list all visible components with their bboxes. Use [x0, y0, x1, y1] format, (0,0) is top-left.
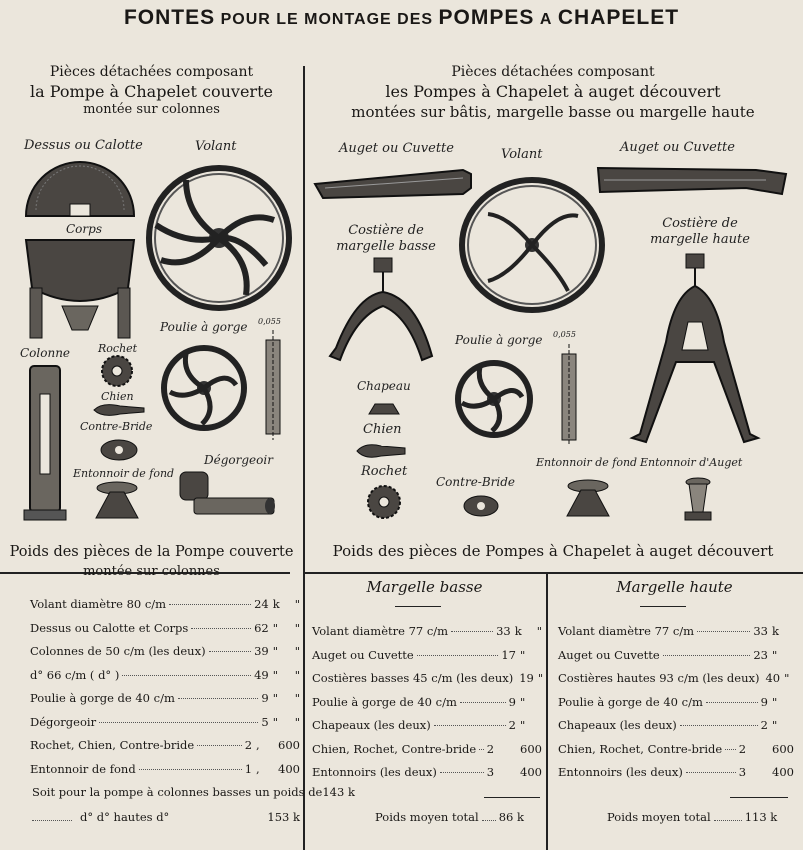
- leader-dots: [209, 651, 252, 652]
- weight-label: Chapeaux (les deux): [558, 718, 677, 732]
- dimension-label: 0,055: [258, 317, 281, 326]
- poulie-illustration: [162, 340, 248, 436]
- weight-unit: ": [537, 671, 544, 685]
- weight-value: 2: [738, 741, 747, 756]
- chien-illustration: [355, 442, 407, 460]
- corps-illustration: [22, 236, 138, 340]
- title-part: POUR LE MONTAGE DES: [220, 11, 434, 28]
- title-part: POMPES: [438, 6, 535, 29]
- leader-dots: [191, 628, 251, 629]
- sum-value: 143 k: [322, 785, 355, 799]
- weight-value: 23: [753, 647, 768, 662]
- section-divider: [303, 572, 803, 574]
- label-chien: Chien: [101, 390, 134, 403]
- total-value: 86 k: [498, 810, 524, 824]
- leader-dots: [122, 675, 251, 676]
- entonnoir-auget-illustration: [681, 476, 715, 524]
- weight-tail: ": [294, 714, 300, 729]
- title-part: CHAPELET: [557, 6, 680, 29]
- leader-dots: [434, 725, 506, 726]
- left-weights-title: [0, 542, 303, 582]
- weight-unit: ,: [256, 761, 260, 776]
- weight-row: [558, 695, 794, 711]
- weights-title-line: montée sur colonnes: [83, 564, 220, 579]
- poulie-section-illustration: [556, 344, 582, 444]
- degorgeoir-illustration: [176, 470, 276, 520]
- leader-dots: [99, 722, 258, 723]
- chien-illustration: [92, 402, 146, 418]
- weight-unit: ": [272, 714, 278, 729]
- label-degorgeoir: Dégorgeoir: [204, 453, 273, 467]
- weight-value: 17: [501, 647, 516, 662]
- weight-row: [30, 597, 300, 613]
- weight-value: 9: [261, 691, 269, 705]
- heading-line: montées sur bâtis, margelle basse ou margelle haute: [351, 103, 755, 121]
- weight-unit: ": [784, 671, 790, 685]
- label-costiere-haute: [640, 216, 760, 248]
- leader-dots: [706, 702, 758, 703]
- divider: [395, 606, 441, 607]
- label-costiere-basse: [330, 223, 442, 255]
- leader-dots: [440, 772, 484, 773]
- costiere-haute-illustration: [630, 252, 760, 452]
- leader-dots: [451, 631, 493, 632]
- weight-row: [312, 765, 542, 781]
- label-auget-1: Auget ou Cuvette: [339, 141, 454, 156]
- divider: [730, 797, 788, 798]
- weight-unit: ": [520, 718, 526, 732]
- weight-row: [558, 624, 794, 640]
- weight-tail: ": [294, 597, 300, 611]
- weight-label: Poulie à gorge de 40 c/m: [30, 691, 175, 705]
- weight-label: Chien, Rochet, Contre-bride: [558, 741, 723, 756]
- contre-bride-illustration: [462, 494, 500, 518]
- weight-value: 2: [508, 718, 516, 732]
- label-chapeau: Chapeau: [357, 379, 411, 393]
- weight-tail: 400: [772, 765, 794, 779]
- rochet-illustration: [366, 484, 402, 520]
- weight-label: Dégorgeoir: [30, 714, 97, 729]
- weight-unit: ": [272, 667, 278, 682]
- weight-label: Entonnoirs (les deux): [312, 765, 437, 779]
- label-chien-right: Chien: [363, 422, 402, 437]
- weight-value: 33: [753, 624, 768, 638]
- weight-tail: 600: [520, 741, 542, 756]
- entonnoir-illustration: [92, 480, 142, 524]
- costiere-basse-illustration: [326, 256, 436, 368]
- weight-value: 49: [254, 667, 269, 682]
- label-rochet: Rochet: [98, 342, 138, 355]
- label-contre-bride: Contre-Bride: [80, 420, 153, 433]
- weight-unit: ": [520, 647, 526, 662]
- weight-value: 3: [486, 765, 495, 779]
- total-label: Poids moyen total: [607, 810, 711, 824]
- leader-dots: [460, 702, 506, 703]
- label-entonnoir-fond: Entonnoir de fond: [536, 456, 638, 469]
- weight-value: 33: [496, 624, 511, 638]
- weight-row: [558, 742, 794, 758]
- label-corps: Corps: [66, 222, 102, 236]
- weight-row: [30, 621, 300, 637]
- column-divider: [546, 574, 548, 850]
- weight-label: Colonnes de 50 c/m (les deux): [30, 644, 206, 658]
- basse-total-row: [375, 810, 524, 824]
- weight-row: [30, 715, 300, 731]
- leader-dots: [680, 725, 758, 726]
- volant-illustration: [458, 176, 606, 314]
- divider: [640, 606, 686, 607]
- sum-label: d° d° hautes d°: [80, 810, 170, 824]
- colonne-illustration: [22, 364, 68, 524]
- heading-line: Pièces détachées composant: [49, 64, 254, 80]
- leader-dots: [197, 745, 242, 746]
- weight-label: Volant diamètre 80 c/m: [30, 597, 167, 611]
- dimension-label: 0,055: [553, 330, 576, 339]
- weight-unit: ": [772, 718, 778, 732]
- contre-bride-illustration: [99, 438, 139, 462]
- haute-title: Margelle haute: [616, 578, 733, 596]
- leader-dots: [686, 772, 736, 773]
- left-sum-row: [32, 785, 355, 799]
- label-colonne: Colonne: [20, 346, 71, 360]
- weight-tail: ": [294, 691, 300, 705]
- weight-unit: ": [272, 620, 278, 635]
- sum-value: 153 k: [267, 810, 300, 824]
- label-entonnoir-auget: Entonnoir d'Auget: [640, 456, 743, 469]
- weight-tail: 400: [520, 765, 542, 779]
- weight-label: Auget ou Cuvette: [558, 647, 660, 662]
- label-line: margelle basse: [336, 239, 436, 254]
- poulie-section-illustration: [258, 330, 288, 440]
- heading-line: Pièces détachées composant: [451, 64, 655, 80]
- weight-value: 24: [254, 597, 269, 611]
- auget-illustration: [313, 166, 473, 202]
- total-label: Poids moyen total: [375, 810, 479, 824]
- right-weights-title: Poids des pièces de Pompes à Chapelet à auget découvert: [332, 542, 774, 560]
- weight-value: 1: [244, 761, 253, 776]
- volant-illustration: [146, 165, 292, 311]
- leader-dots: [697, 631, 750, 632]
- weight-label: Costières basses 45 c/m (les deux): [312, 671, 514, 685]
- heading-line: les Pompes à Chapelet à auget découvert: [385, 82, 721, 101]
- sum-label: Soit pour la pompe à colonnes basses un poids de: [32, 785, 323, 799]
- label-poulie-right: Poulie à gorge: [455, 333, 543, 347]
- label-rochet-right: Rochet: [361, 464, 408, 479]
- entonnoir-illustration: [563, 478, 613, 522]
- leader-dots: [479, 749, 484, 750]
- page-title: [0, 6, 803, 30]
- weight-label: Auget ou Cuvette: [312, 647, 414, 662]
- weight-value: 9: [760, 694, 768, 709]
- weight-label: Poulie à gorge de 40 c/m: [312, 694, 457, 709]
- weight-row: [312, 671, 542, 687]
- weight-row: [312, 648, 542, 664]
- leader-dots: [417, 655, 499, 656]
- leader-dots: [725, 749, 736, 750]
- weight-row: [30, 668, 300, 684]
- weight-value: 2: [486, 741, 495, 756]
- weight-value: 2: [760, 718, 768, 732]
- weight-value: 40: [765, 671, 781, 685]
- weight-unit: ": [520, 694, 526, 709]
- weight-tail: ": [294, 644, 300, 658]
- weight-unit: k: [272, 597, 280, 611]
- label-line: Costière de: [662, 216, 738, 231]
- title-part: A: [539, 11, 553, 28]
- auget-illustration: [596, 164, 788, 200]
- column-divider: [303, 66, 305, 850]
- right-heading: [303, 62, 803, 122]
- weight-tail: ": [536, 624, 542, 638]
- weight-row: [312, 742, 542, 758]
- heading-line: la Pompe à Chapelet couverte: [30, 82, 273, 101]
- weight-label: Chapeaux (les deux): [312, 718, 431, 732]
- left-sum-row: [32, 810, 300, 824]
- calotte-illustration: [24, 158, 136, 220]
- weight-row: [558, 648, 794, 664]
- poulie-illustration: [456, 355, 536, 443]
- basse-title: Margelle basse: [366, 578, 483, 596]
- rochet-illustration: [100, 354, 134, 388]
- divider: [484, 797, 540, 798]
- weight-value: 2: [244, 738, 253, 752]
- weight-label: Volant diamètre 77 c/m: [558, 624, 695, 638]
- weight-row: [558, 671, 794, 687]
- weight-value: 39: [254, 644, 269, 658]
- label-poulie: Poulie à gorge: [160, 320, 248, 334]
- weight-row: [312, 718, 542, 734]
- label-contre-bride-right: Contre-Bride: [436, 475, 516, 489]
- weight-label: Entonnoirs (les deux): [558, 765, 683, 779]
- weight-unit: ": [272, 644, 278, 658]
- weight-value: 9: [508, 694, 516, 709]
- weight-tail: ": [294, 620, 300, 635]
- weight-tail: 400: [278, 761, 300, 776]
- title-part: FONTES: [123, 6, 216, 29]
- weight-unit: ,: [256, 738, 260, 752]
- weight-unit: k: [772, 624, 779, 638]
- weight-label: d° 66 c/m ( d° ): [30, 667, 120, 682]
- leader-dots: [178, 698, 259, 699]
- weight-row: [558, 765, 794, 781]
- weight-unit: k: [514, 624, 522, 638]
- weight-row: [312, 624, 542, 640]
- weight-row: [30, 762, 300, 778]
- weight-row: [312, 695, 542, 711]
- weight-unit: ": [272, 691, 278, 705]
- weight-unit: ": [772, 647, 778, 662]
- weight-label: Rochet, Chien, Contre-bride: [30, 738, 195, 752]
- weight-value: 3: [738, 765, 747, 779]
- weights-title-line: Poids des pièces de la Pompe couverte: [9, 544, 294, 560]
- weight-row: [30, 644, 300, 660]
- weight-row: [30, 738, 300, 754]
- weight-row: [558, 718, 794, 734]
- leader-dots: [169, 604, 251, 605]
- weight-tail: 600: [772, 741, 794, 756]
- left-heading: [0, 62, 303, 118]
- weight-row: [30, 691, 300, 707]
- total-value: 113 k: [744, 810, 778, 824]
- label-line: Costière de: [348, 223, 424, 238]
- label-dessus: Dessus ou Calotte: [24, 138, 143, 153]
- heading-line: montée sur colonnes: [83, 102, 220, 117]
- label-volant-right: Volant: [501, 147, 543, 162]
- leader-dots: [139, 769, 242, 770]
- weight-tail: ": [294, 667, 300, 682]
- weight-label: Entonnoir de fond: [30, 761, 136, 776]
- weight-label: Poulie à gorge de 40 c/m: [558, 694, 703, 709]
- leader-dots: [663, 655, 751, 656]
- label-volant: Volant: [195, 139, 237, 154]
- haute-total-row: [607, 810, 777, 824]
- label-line: margelle haute: [650, 232, 750, 247]
- weight-unit: ": [772, 694, 778, 709]
- chapeau-illustration: [367, 398, 401, 416]
- label-auget-2: Auget ou Cuvette: [620, 140, 735, 155]
- label-entonnoir: Entonnoir de fond: [73, 467, 175, 480]
- weight-value: 19: [519, 671, 534, 685]
- weight-label: Costières hautes 93 c/m (les deux): [558, 671, 760, 685]
- weight-value: 62: [254, 620, 269, 635]
- weight-label: Volant diamètre 77 c/m: [312, 624, 449, 638]
- weight-value: 5: [261, 714, 269, 729]
- weight-label: Dessus ou Calotte et Corps: [30, 620, 189, 635]
- weight-tail: 600: [278, 738, 300, 752]
- weight-label: Chien, Rochet, Contre-bride: [312, 741, 477, 756]
